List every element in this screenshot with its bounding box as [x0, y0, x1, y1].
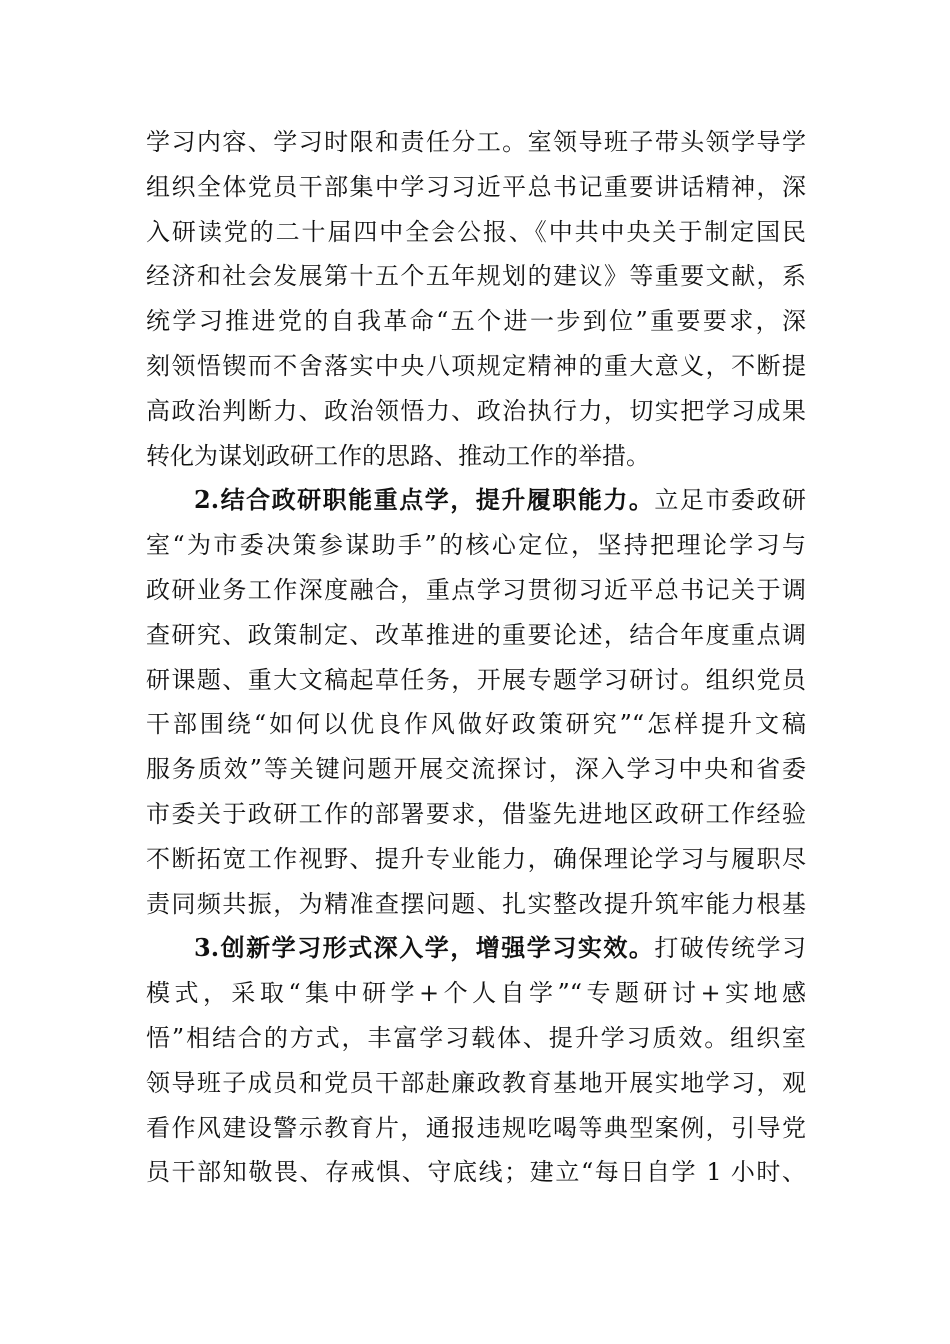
paragraph-1 [146, 120, 806, 478]
text-line: 领导班子成员和党员干部赴廉政教育基地开展实地学习，观 [146, 1068, 806, 1097]
paragraph-heading: 2.结合政研职能重点学，提升履职能力。 [194, 485, 655, 515]
text-line: 刻领悟锲而不舍落实中央八项规定精神的重大意义，不断提 [146, 351, 806, 380]
text-line: 学习内容、学习时限和责任分工。室领导班子带头领学导学 [146, 128, 806, 156]
text-line: 研课题、重大文稿起草任务，开展专题学习研讨。组织党员 [146, 665, 806, 694]
text-line: 看作风建设警示教育片，通报违规吃喝等典型案例，引导党 [146, 1113, 806, 1142]
text-line: 责同频共振，为精准查摆问题、扎实整改提升筑牢能力根基 [146, 889, 806, 918]
paragraph-first-line [146, 478, 806, 523]
text-line: 查研究、政策制定、改革推进的重要论述，结合年度重点调 [146, 620, 806, 649]
text-run: 打破传统学习 [654, 934, 807, 963]
text-line: 市委关于政研工作的部署要求，借鉴先进地区政研工作经验 [146, 799, 806, 828]
text-line: 经济和社会发展第十五个五年规划的建议》等重要文献，系 [146, 262, 806, 291]
text-line: 不断拓宽工作视野、提升专业能力，确保理论学习与履职尽 [146, 844, 806, 873]
text-line: 组织全体党员干部集中学习习近平总书记重要讲话精神，深 [146, 172, 806, 201]
paragraph-first-line [146, 926, 806, 971]
text-line: 服务质效”等关键问题开展交流探讨，深入学习中央和省委 [146, 755, 806, 784]
text-line: 政研业务工作深度融合，重点学习贯彻习近平总书记关于调 [146, 575, 806, 604]
text-line: 员干部知敬畏、存戒惧、守底线；建立“每日自学 1 小时、 [146, 1158, 806, 1187]
paragraph-2 [146, 478, 806, 926]
text-run: 立足市委政研 [654, 486, 807, 515]
paragraph-heading: 3.创新学习形式深入学，增强学习实效。 [194, 933, 655, 963]
text-line: 统学习推进党的自我革命“五个进一步到位”重要要求，深 [146, 307, 806, 336]
text-line: 干部围绕“如何以优良作风做好政策研究”“怎样提升文稿 [146, 710, 806, 739]
text-line: 悟”相结合的方式，丰富学习载体、提升学习质效。组织室 [146, 1023, 806, 1052]
text-line: 高政治判断力、政治领悟力、政治执行力，切实把学习成果 [146, 396, 806, 425]
text-line: 入研读党的二十届四中全会公报、《中共中央关于制定国民 [146, 217, 806, 246]
text-line: 模式，采取“集中研学+个人自学”“专题研讨+实地感 [146, 979, 806, 1008]
text-line: 转化为谋划政研工作的思路、推动工作的举措。 [146, 441, 650, 470]
text-line: 室“为市委决策参谋助手”的核心定位，坚持把理论学习与 [146, 531, 806, 560]
document-body [146, 120, 806, 1195]
paragraph-3 [146, 926, 806, 1195]
